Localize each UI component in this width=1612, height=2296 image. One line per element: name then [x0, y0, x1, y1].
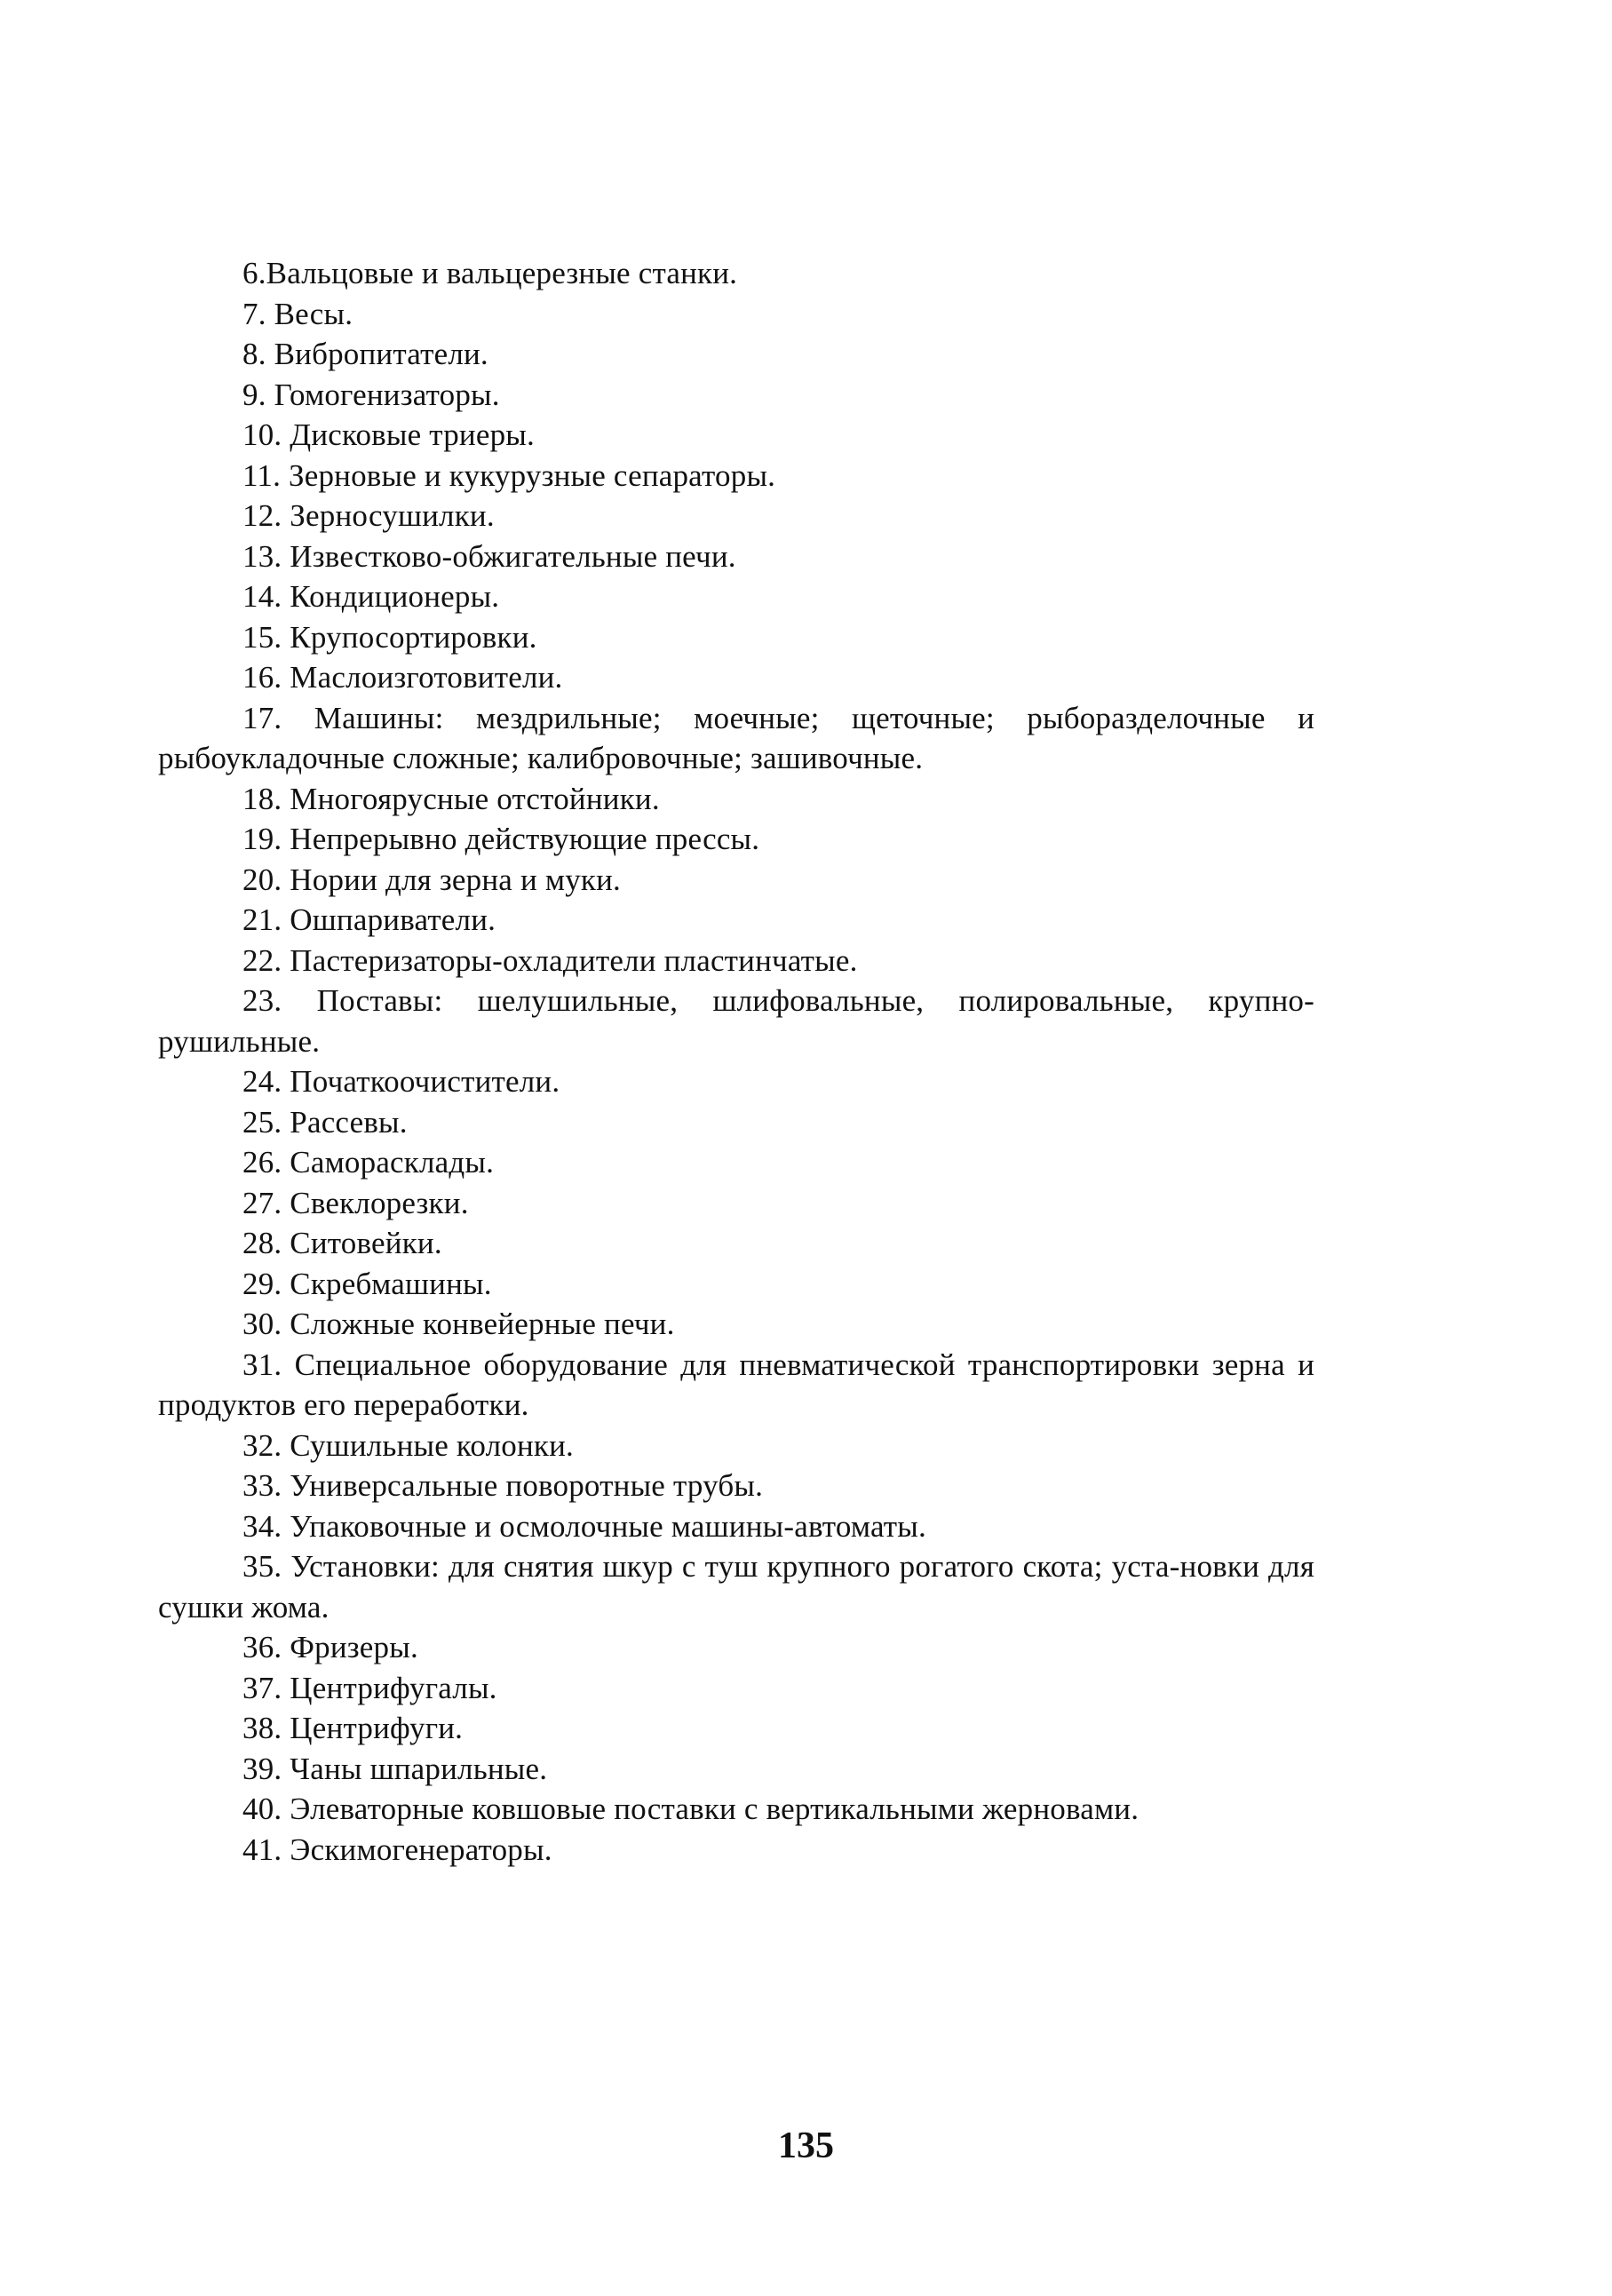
list-item: 37. Центрифугалы.: [242, 1670, 497, 1705]
list-item: 25. Рассевы.: [242, 1104, 408, 1140]
list-item: 6.Вальцовые и вальцерезные станки.: [242, 256, 738, 290]
list-item: 20. Нории для зерна и муки.: [242, 862, 621, 897]
list-item: 35. Установки: для снятия шкур с туш крупного рогатого скота; уста-новки для сушки жома.: [158, 1549, 1314, 1625]
list-item: 33. Универсальные поворотные трубы.: [242, 1468, 764, 1503]
list-item: 16. Маслоизготовители.: [242, 660, 563, 695]
list-item: 32. Сушильные колонки.: [242, 1427, 574, 1463]
list-item: 13. Известково-обжигательные печи.: [242, 538, 736, 574]
list-item: 38. Центрифуги.: [242, 1711, 464, 1745]
equipment-list: [158, 253, 1314, 1870]
list-item: 8. Вибропитатели.: [242, 337, 488, 371]
list-item: 26. Саморасклады.: [242, 1145, 495, 1180]
list-item: 17. Машины: мездрильные; моечные; щеточные; рыборазделочные и рыбоукладочные сложные; калибровочные; зашивочные.: [158, 700, 1314, 775]
list-item: 39. Чаны шпарильные.: [242, 1751, 548, 1786]
list-item: 27. Свеклорезки.: [242, 1185, 469, 1220]
list-item: 24. Початкоочистители.: [242, 1064, 560, 1099]
list-item: 41. Эскимогенераторы.: [242, 1831, 552, 1867]
list-item: 10. Дисковые триеры.: [242, 417, 535, 452]
list-item: 22. Пастеризаторы-охладители пластинчатые.: [242, 942, 858, 978]
list-item: 29. Скребмашины.: [242, 1266, 492, 1301]
list-item: 23. Поставы: шелушильные, шлифовальные, полировальные, крупно-рушильные.: [158, 983, 1314, 1059]
list-item: 11. Зерновые и кукурузные сепараторы.: [242, 457, 776, 493]
list-item: 30. Сложные конвейерные печи.: [242, 1307, 675, 1341]
list-item: 15. Крупосортировки.: [242, 619, 537, 655]
list-item: 34. Упаковочные и осмолочные машины-автоматы.: [242, 1508, 926, 1544]
list-item: 28. Ситовейки.: [242, 1226, 442, 1260]
list-item: 36. Фризеры.: [242, 1630, 418, 1664]
page-number: 135: [778, 2125, 834, 2166]
list-item: 21. Ошпариватели.: [242, 902, 496, 937]
list-item: 19. Непрерывно действующие прессы.: [242, 822, 760, 856]
list-item: 18. Многоярусные отстойники.: [242, 781, 660, 816]
list-item: 7. Весы.: [242, 296, 353, 331]
list-item: 40. Элеваторные ковшовые поставки с вертикальными жерновами.: [242, 1792, 1140, 1826]
list-item: 31. Специальное оборудование для пневматической транспортировки зерна и продуктов его переработки.: [158, 1347, 1314, 1422]
list-item: 14. Кондиционеры.: [242, 579, 500, 614]
list-item: 9. Гомогенизаторы.: [242, 377, 500, 412]
list-item: 12. Зерносушилки.: [242, 498, 495, 533]
